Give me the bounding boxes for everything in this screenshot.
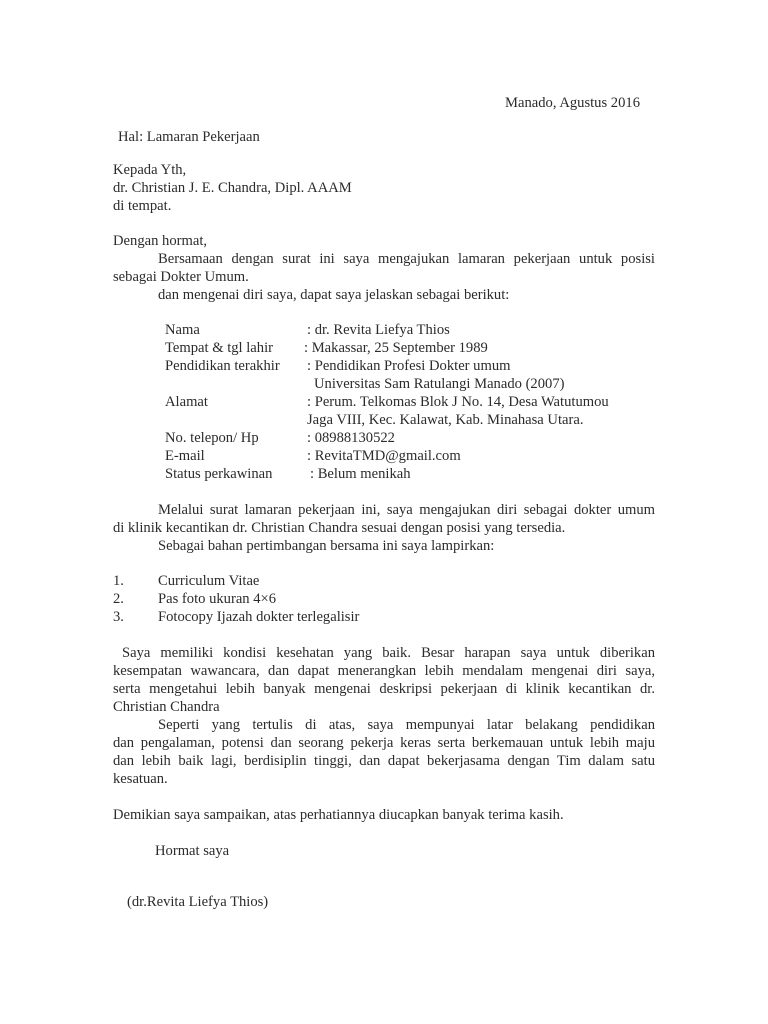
identity-label-email: E-mail — [165, 448, 205, 464]
paragraph-4: Sebagai bahan pertimbangan bersama ini saya lampirkan: — [158, 538, 495, 554]
identity-label-birth: Tempat & tgl lahir — [165, 340, 273, 356]
attachment-item: Curriculum Vitae — [158, 573, 260, 589]
identity-value-phone: : 08988130522 — [307, 430, 395, 446]
identity-value-marital-status: : Belum menikah — [310, 466, 411, 482]
identity-label-phone: No. telepon/ Hp — [165, 430, 259, 446]
attachment-number: 1. — [113, 573, 124, 589]
identity-label-education: Pendidikan terakhir — [165, 358, 280, 374]
identity-value-address-cont: Jaga VIII, Kec. Kalawat, Kab. Minahasa Utara. — [307, 412, 584, 428]
paragraph-5-line-3: serta mengetahui lebih banyak mengenai deskripsi pekerjaan di klinik kecantikan dr. — [113, 681, 655, 697]
signature-name: (dr.Revita Liefya Thios) — [127, 894, 269, 910]
identity-value-education-cont: Universitas Sam Ratulangi Manado (2007) — [314, 376, 565, 392]
recipient-name: dr. Christian J. E. Chandra, Dipl. AAAM — [113, 180, 352, 196]
subject-line: Hal: Lamaran Pekerjaan — [118, 129, 260, 145]
identity-value-birth: : Makassar, 25 September 1989 — [304, 340, 488, 356]
attachment-number: 3. — [113, 609, 124, 625]
recipient-salutation: Kepada Yth, — [113, 162, 187, 178]
paragraph-5-line-2: kesempatan wawancara, dan dapat menerangkan lebih mendalam mengenai diri saya, — [113, 663, 655, 679]
paragraph-6-line-2: dan pengalaman, potensi dan seorang pekerja keras serta berkemauan untuk lebih maju — [113, 735, 655, 751]
paragraph-5-line-1: Saya memiliki kondisi kesehatan yang baik. Besar harapan saya untuk diberikan — [122, 645, 655, 661]
paragraph-1-line-1: Bersamaan dengan surat ini saya mengajukan lamaran pekerjaan untuk posisi — [158, 251, 655, 267]
identity-label-address: Alamat — [165, 394, 208, 410]
thanks-line: Demikian saya sampaikan, atas perhatiannya diucapkan banyak terima kasih. — [113, 807, 564, 823]
attachment-number: 2. — [113, 591, 124, 607]
paragraph-1-line-2: sebagai Dokter Umum. — [113, 269, 249, 285]
identity-value-email: : RevitaTMD@gmail.com — [307, 448, 461, 464]
identity-label-marital-status: Status perkawinan — [165, 466, 273, 482]
paragraph-5-line-4: Christian Chandra — [113, 699, 220, 715]
attachment-item: Pas foto ukuran 4×6 — [158, 591, 277, 607]
identity-value-name: : dr. Revita Liefya Thios — [307, 322, 450, 338]
identity-value-education: : Pendidikan Profesi Dokter umum — [307, 358, 511, 374]
paragraph-6-line-1: Seperti yang tertulis di atas, saya mempunyai latar belakang pendidikan — [158, 717, 655, 733]
paragraph-6-line-3: dan lebih baik lagi, berdisiplin tinggi, dan dapat bekerjasama dengan Tim dalam satu — [113, 753, 655, 769]
regards: Hormat saya — [155, 843, 230, 859]
recipient-location: di tempat. — [113, 198, 172, 214]
identity-value-address: : Perum. Telkomas Blok J No. 14, Desa Watutumou — [307, 394, 609, 410]
place-date: Manado, Agustus 2016 — [505, 95, 640, 111]
paragraph-6-line-4: kesatuan. — [113, 771, 168, 787]
greeting: Dengan hormat, — [113, 233, 208, 249]
paragraph-3-line-2: di klinik kecantikan dr. Christian Chandra sesuai dengan posisi yang tersedia. — [113, 520, 566, 536]
identity-label-name: Nama — [165, 322, 200, 338]
paragraph-2: dan mengenai diri saya, dapat saya jelaskan sebagai berikut: — [158, 287, 510, 303]
attachment-item: Fotocopy Ijazah dokter terlegalisir — [158, 609, 360, 625]
paragraph-3-line-1: Melalui surat lamaran pekerjaan ini, saya mengajukan diri sebagai dokter umum — [158, 502, 655, 518]
